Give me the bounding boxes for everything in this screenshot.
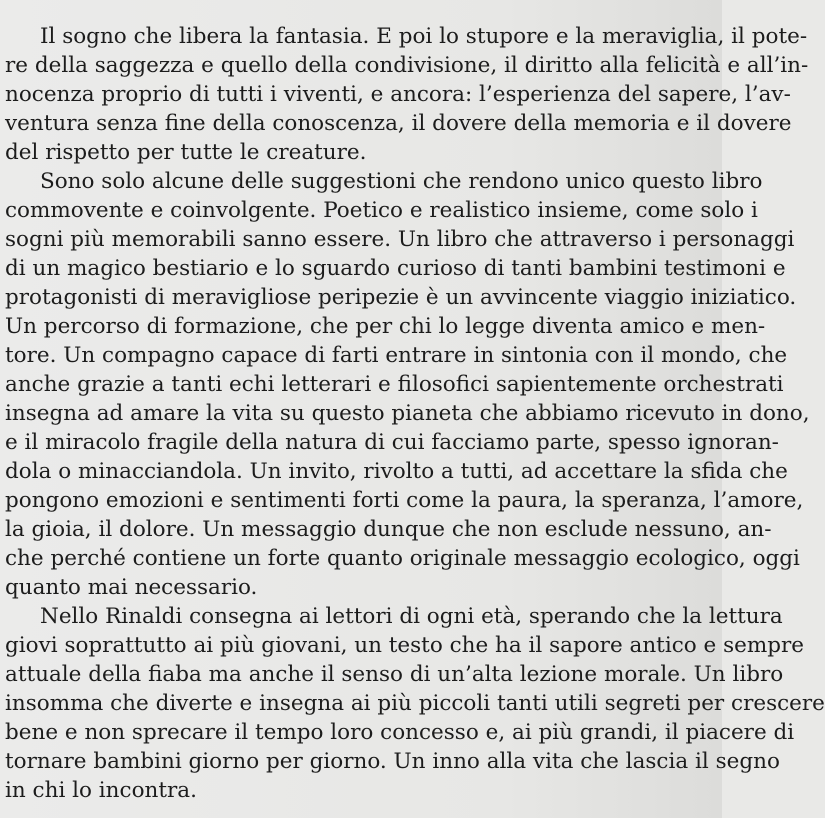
text-line: tore. Un compagno capace di farti entrare in sintonia con il mondo, che (5, 343, 788, 368)
text-line: bene e non sprecare il tempo loro concesso e, ai più grandi, il piacere di (5, 720, 795, 745)
text-line: commovente e coinvolgente. Poetico e realistico insieme, come solo i (5, 198, 758, 223)
text-line: e il miracolo fragile della natura di cui facciamo parte, spesso ignoran- (5, 430, 779, 455)
text-line: sogni più memorabili sanno essere. Un libro che attraverso i personaggi (5, 227, 795, 252)
text-line: insegna ad amare la vita su questo pianeta che abbiamo ricevuto in dono, (5, 401, 810, 426)
text-line: giovi soprattutto ai più giovani, un testo che ha il sapore antico e sempre (5, 633, 804, 658)
text-line: dola o minacciandola. Un invito, rivolto a tutti, ad accettare la sfida che (5, 459, 788, 484)
text-line: di un magico bestiario e lo sguardo curioso di tanti bambini testimoni e (5, 256, 786, 281)
text-line: in chi lo incontra. (5, 778, 197, 803)
text-line: Il sogno che libera la fantasia. E poi lo stupore e la meraviglia, il pote- (40, 24, 808, 49)
text-line: nocenza proprio di tutti i viventi, e ancora: l’esperienza del sapere, l’av- (5, 82, 791, 107)
text-line: quanto mai necessario. (5, 575, 258, 600)
text-line: re della saggezza e quello della condivisione, il diritto alla felicità e all’in- (5, 53, 809, 78)
text-line: pongono emozioni e sentimenti forti come la paura, la speranza, l’amore, (5, 488, 804, 513)
text-line: tornare bambini giorno per giorno. Un inno alla vita che lascia il segno (5, 749, 780, 774)
text-line: che perché contiene un forte quanto originale messaggio ecologico, oggi (5, 546, 800, 571)
text-line: insomma che diverte e insegna ai più piccoli tanti utili segreti per crescere (5, 691, 825, 716)
text-line: ventura senza fine della conoscenza, il dovere della memoria e il dovere (5, 111, 792, 136)
text-line: attuale della fiaba ma anche il senso di un’alta lezione morale. Un libro (5, 662, 784, 687)
text-line: Sono solo alcune delle suggestioni che rendono unico questo libro (40, 169, 763, 194)
text-line: la gioia, il dolore. Un messaggio dunque che non esclude nessuno, an- (5, 517, 772, 542)
text-line: anche grazie a tanti echi letterari e filosofici sapientemente orchestrati (5, 372, 784, 397)
text-line: del rispetto per tutte le creature. (5, 140, 367, 165)
page-text (5, 22, 825, 805)
text-line: protagonisti di meravigliose peripezie è un avvincente viaggio iniziatico. (5, 285, 797, 310)
text-line: Un percorso di formazione, che per chi lo legge diventa amico e men- (5, 314, 766, 339)
text-line: Nello Rinaldi consegna ai lettori di ogni età, sperando che la lettura (40, 604, 783, 629)
